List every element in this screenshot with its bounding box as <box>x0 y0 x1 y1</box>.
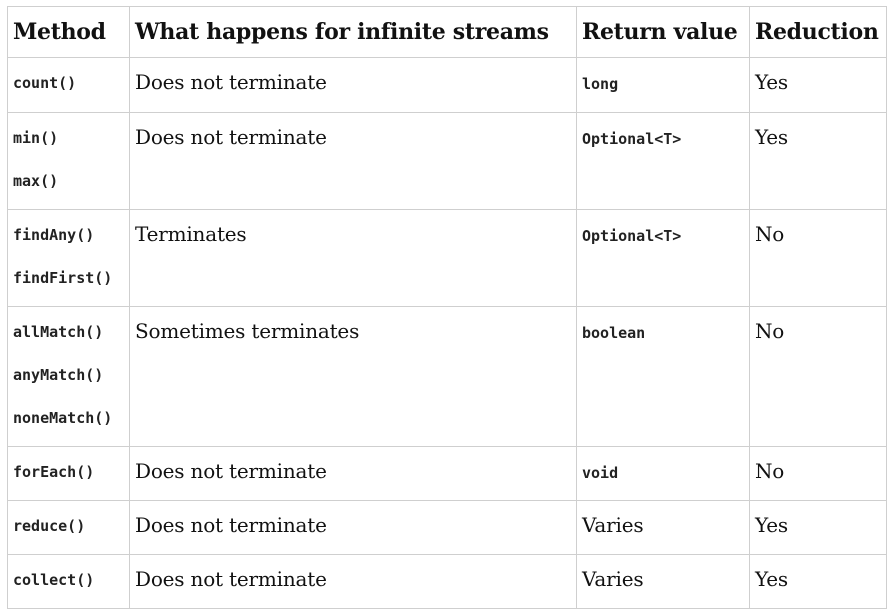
header-reduction: Reduction <box>750 7 887 58</box>
method-cell <box>8 210 130 307</box>
return-cell: Optional<T> <box>577 113 750 210</box>
header-method: Method <box>8 7 130 58</box>
infinite-cell: Does not terminate <box>130 447 577 501</box>
return-cell: long <box>577 58 750 113</box>
reduction-cell: Yes <box>750 113 887 210</box>
method-name: max() <box>13 172 59 190</box>
infinite-cell: Sometimes terminates <box>130 307 577 447</box>
table-row <box>8 501 887 555</box>
terminal-operations-table <box>7 6 887 609</box>
method-cell <box>8 447 130 501</box>
return-cell: boolean <box>577 307 750 447</box>
return-cell: Varies <box>577 555 750 609</box>
infinite-cell: Does not terminate <box>130 58 577 113</box>
table-row <box>8 447 887 501</box>
reduction-cell: Yes <box>750 555 887 609</box>
infinite-cell: Does not terminate <box>130 555 577 609</box>
method-name: collect() <box>13 571 95 589</box>
table-row <box>8 113 887 210</box>
method-name: anyMatch() <box>13 366 104 384</box>
reduction-cell: No <box>750 307 887 447</box>
table-row <box>8 210 887 307</box>
return-cell: Varies <box>577 501 750 555</box>
table-row <box>8 555 887 609</box>
infinite-cell: Does not terminate <box>130 113 577 210</box>
table-row <box>8 307 887 447</box>
infinite-cell: Does not terminate <box>130 501 577 555</box>
header-row <box>8 7 887 58</box>
method-name: findAny() <box>13 226 95 244</box>
method-name: min() <box>13 129 59 147</box>
reduction-cell: No <box>750 447 887 501</box>
method-cell <box>8 113 130 210</box>
return-cell: void <box>577 447 750 501</box>
reduction-cell: Yes <box>750 58 887 113</box>
method-name: noneMatch() <box>13 409 113 427</box>
method-cell <box>8 307 130 447</box>
return-cell: Optional<T> <box>577 210 750 307</box>
method-name: count() <box>13 74 77 92</box>
table-row <box>8 58 887 113</box>
method-name: findFirst() <box>13 269 113 287</box>
method-cell <box>8 58 130 113</box>
header-return-value: Return value <box>577 7 750 58</box>
header-infinite-streams: What happens for infinite streams <box>130 7 577 58</box>
method-name: allMatch() <box>13 323 104 341</box>
method-name: reduce() <box>13 517 86 535</box>
infinite-cell: Terminates <box>130 210 577 307</box>
method-cell <box>8 501 130 555</box>
method-cell <box>8 555 130 609</box>
reduction-cell: No <box>750 210 887 307</box>
method-name: forEach() <box>13 463 95 481</box>
reduction-cell: Yes <box>750 501 887 555</box>
